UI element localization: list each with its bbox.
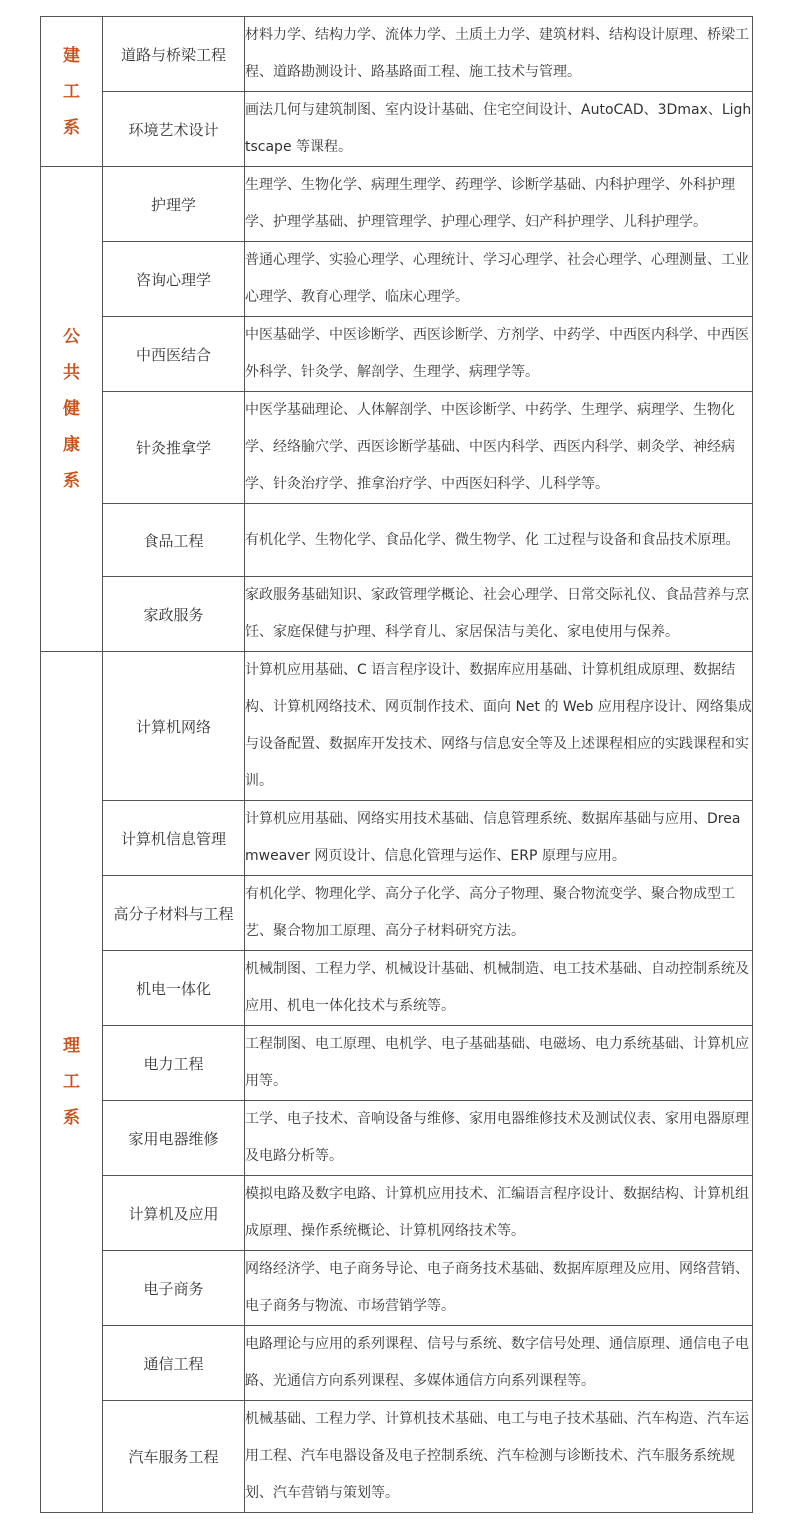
department-name-char: 系 xyxy=(63,117,80,138)
department-name-char: 共 xyxy=(63,363,80,383)
curriculum-table xyxy=(40,16,753,1513)
course-list-cell: 工学、电子技术、音响设备与维修、家用电器维修技术及测试仪表、家用电器原理及电路分析等。 xyxy=(245,1101,753,1176)
table-row xyxy=(41,1176,753,1251)
table-row xyxy=(41,504,753,577)
course-list-cell: 网络经济学、电子商务导论、电子商务技术基础、数据库原理及应用、网络营销、电子商务与物流、市场营销学等。 xyxy=(245,1251,753,1326)
major-name-cell: 汽车服务工程 xyxy=(103,1401,245,1513)
course-list-cell: 计算机应用基础、网络实用技术基础、信息管理系统、数据库基础与应用、Dreamweaver 网页设计、信息化管理与运作、ERP 原理与应用。 xyxy=(245,801,753,876)
course-list-cell: 工程制图、电工原理、电机学、电子基础基础、电磁场、电力系统基础、计算机应用等。 xyxy=(245,1026,753,1101)
major-name-cell: 计算机信息管理 xyxy=(103,801,245,876)
major-name-cell: 电子商务 xyxy=(103,1251,245,1326)
table-row xyxy=(41,92,753,167)
table-row xyxy=(41,167,753,242)
table-row xyxy=(41,1101,753,1176)
course-list-cell: 电路理论与应用的系列课程、信号与系统、数字信号处理、通信原理、通信电子电路、光通信方向系列课程、多媒体通信方向系列课程等。 xyxy=(245,1326,753,1401)
course-list-cell: 有机化学、生物化学、食品化学、微生物学、化 工过程与设备和食品技术原理。 xyxy=(245,504,753,577)
major-name-cell: 高分子材料与工程 xyxy=(103,876,245,951)
table-row xyxy=(41,392,753,504)
department-name-char: 公 xyxy=(63,327,80,347)
major-name-cell: 计算机网络 xyxy=(103,652,245,801)
table-row xyxy=(41,577,753,652)
table-row xyxy=(41,17,753,92)
department-cell xyxy=(41,167,103,652)
major-name-cell: 针灸推拿学 xyxy=(103,392,245,504)
major-name-cell: 家政服务 xyxy=(103,577,245,652)
course-list-cell: 中医学基础理论、人体解剖学、中医诊断学、中药学、生理学、病理学、生物化学、经络腧穴学、西医诊断学基础、中医内科学、西医内科学、刺灸学、神经病学、针灸治疗学、推拿治疗学、中西医妇科学、儿科学等。 xyxy=(245,392,753,504)
major-name-cell: 机电一体化 xyxy=(103,951,245,1026)
department-cell xyxy=(41,17,103,167)
curriculum-table-body xyxy=(41,17,753,1513)
department-name-char: 系 xyxy=(63,1108,80,1128)
course-list-cell: 材料力学、结构力学、流体力学、土质土力学、建筑材料、结构设计原理、桥梁工程、道路勘测设计、路基路面工程、施工技术与管理。 xyxy=(245,17,753,92)
course-list-cell: 画法几何与建筑制图、室内设计基础、住宅空间设计、AutoCAD、3Dmax、Lightscape 等课程。 xyxy=(245,92,753,167)
major-name-cell: 食品工程 xyxy=(103,504,245,577)
course-list-cell: 机械制图、工程力学、机械设计基础、机械制造、电工技术基础、自动控制系统及应用、机电一体化技术与系统等。 xyxy=(245,951,753,1026)
course-list-cell: 中医基础学、中医诊断学、西医诊断学、方剂学、中药学、中西医内科学、中西医外科学、针灸学、解剖学、生理学、病理学等。 xyxy=(245,317,753,392)
course-list-cell: 生理学、生物化学、病理生理学、药理学、诊断学基础、内科护理学、外科护理学、护理学基础、护理管理学、护理心理学、妇产科护理学、儿科护理学。 xyxy=(245,167,753,242)
major-name-cell: 家用电器维修 xyxy=(103,1101,245,1176)
course-list-cell: 家政服务基础知识、家政管理学概论、社会心理学、日常交际礼仪、食品营养与烹饪、家庭保健与护理、科学育儿、家居保洁与美化、家电使用与保养。 xyxy=(245,577,753,652)
course-list-cell: 机械基础、工程力学、计算机技术基础、电工与电子技术基础、汽车构造、汽车运用工程、汽车电器设备及电子控制系统、汽车检测与诊断技术、汽车服务系统规划、汽车营销与策划等。 xyxy=(245,1401,753,1513)
major-name-cell: 中西医结合 xyxy=(103,317,245,392)
major-name-cell: 咨询心理学 xyxy=(103,242,245,317)
course-list-cell: 模拟电路及数字电路、计算机应用技术、汇编语言程序设计、数据结构、计算机组成原理、操作系统概论、计算机网络技术等。 xyxy=(245,1176,753,1251)
department-name-char: 建 xyxy=(63,45,80,66)
department-name-char: 工 xyxy=(63,1072,80,1092)
table-row xyxy=(41,876,753,951)
table-row xyxy=(41,951,753,1026)
department-cell xyxy=(41,652,103,1513)
department-name-char: 工 xyxy=(63,81,80,102)
course-list-cell: 计算机应用基础、C 语言程序设计、数据库应用基础、计算机组成原理、数据结构、计算机网络技术、网页制作技术、面向 Net 的 Web 应用程序设计、网络集成与设备配置、数据库开发技术、网络与信息安全等及上述课程相应的实践课程和实训。 xyxy=(245,652,753,801)
table-row xyxy=(41,652,753,801)
major-name-cell: 通信工程 xyxy=(103,1326,245,1401)
table-row xyxy=(41,1401,753,1513)
table-row xyxy=(41,1026,753,1101)
major-name-cell: 道路与桥梁工程 xyxy=(103,17,245,92)
major-name-cell: 计算机及应用 xyxy=(103,1176,245,1251)
department-name-char: 理 xyxy=(63,1036,80,1056)
course-list-cell: 普通心理学、实验心理学、心理统计、学习心理学、社会心理学、心理测量、工业心理学、教育心理学、临床心理学。 xyxy=(245,242,753,317)
table-row xyxy=(41,801,753,876)
table-row xyxy=(41,1326,753,1401)
department-name-char: 健 xyxy=(63,399,80,419)
table-row xyxy=(41,317,753,392)
table-row xyxy=(41,242,753,317)
department-name-char: 系 xyxy=(63,471,80,491)
table-row xyxy=(41,1251,753,1326)
major-name-cell: 环境艺术设计 xyxy=(103,92,245,167)
major-name-cell: 电力工程 xyxy=(103,1026,245,1101)
course-list-cell: 有机化学、物理化学、高分子化学、高分子物理、聚合物流变学、聚合物成型工艺、聚合物加工原理、高分子材料研究方法。 xyxy=(245,876,753,951)
department-name-char: 康 xyxy=(63,435,80,455)
major-name-cell: 护理学 xyxy=(103,167,245,242)
